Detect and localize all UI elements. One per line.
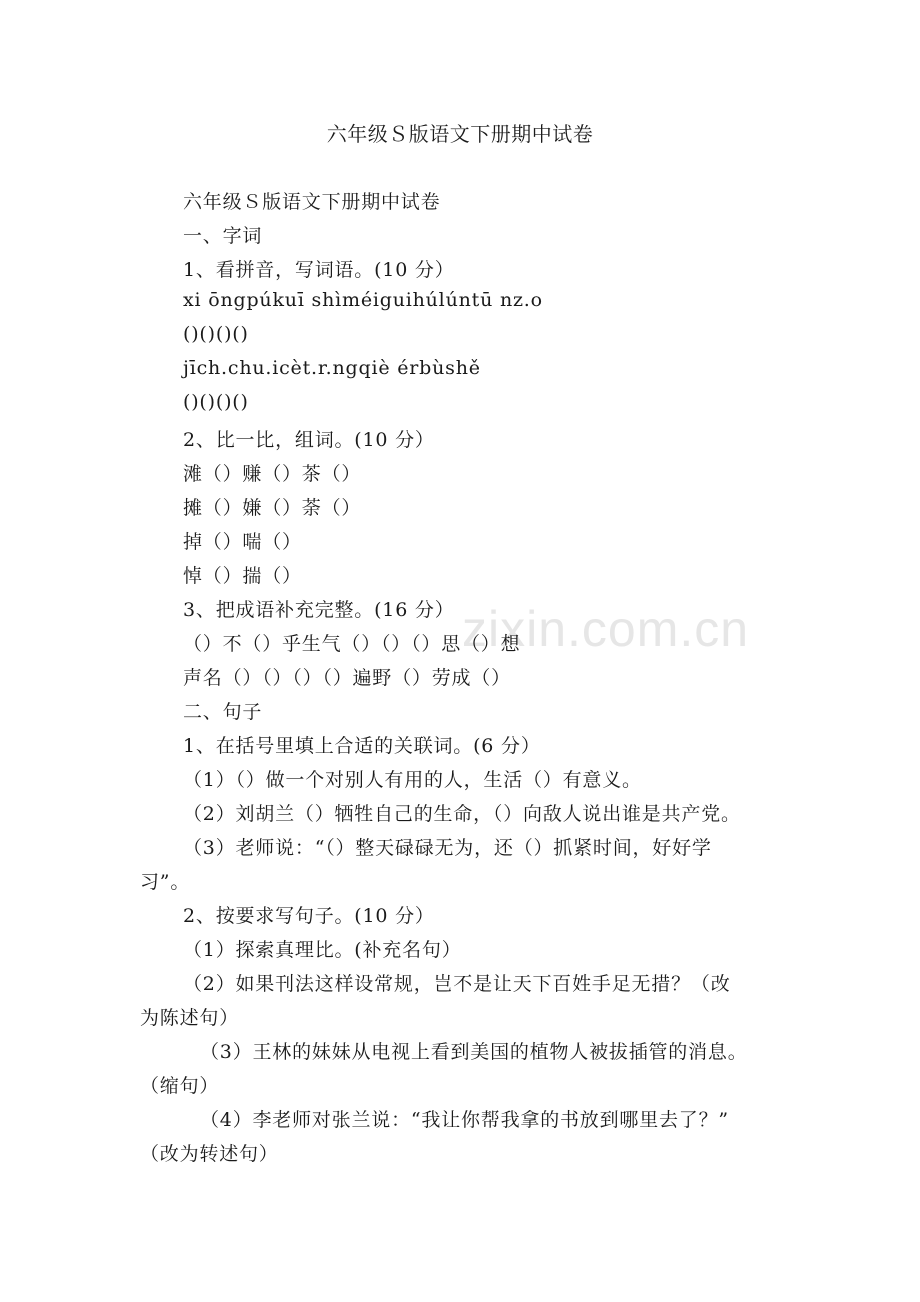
subtitle: 六年级Ｓ版语文下册期中试卷 <box>183 191 441 213</box>
exercise-line: 掉（）喘（） <box>183 531 302 553</box>
exercise-line: （缩句） <box>140 1075 220 1097</box>
question: 3、把成语补充完整。(16 分） <box>183 599 455 621</box>
answer-blanks: ()()()() <box>183 391 249 413</box>
exercise-line: （1）探索真理比。(补充名句） <box>183 939 462 961</box>
pinyin-line: xi ōngpúkuī shìméiguihúlúntū nz.o <box>183 289 543 311</box>
watermark: zixin.com.cn <box>462 601 750 657</box>
exercise-line: 习”。 <box>140 871 191 893</box>
exercise-line: （3）王林的妹妹从电视上看到美国的植物人被拔插管的消息。 <box>200 1041 748 1063</box>
exercise-line: （4）李老师对张兰说：“我让你帮我拿的书放到哪里去了？” <box>200 1109 729 1131</box>
exercise-line: （3）老师说：“（）整天碌碌无为，还（）抓紧时间，好好学 <box>183 837 712 859</box>
exercise-line: （）不（）乎生气（）（）（）思（）想 <box>183 633 521 655</box>
question: 2、比一比，组词。(10 分） <box>183 429 435 451</box>
exercise-line: （2）刘胡兰（）牺牲自己的生命，（）向敌人说出谁是共产党。 <box>183 803 741 825</box>
exercise-line: 声名（）（）（）（）遍野（）劳成（） <box>183 667 511 689</box>
exercise-line: 滩（）赚（）茶（） <box>183 463 362 485</box>
exercise-line: 悼（）揣（） <box>183 565 302 587</box>
question: 2、按要求写句子。(10 分） <box>183 905 435 927</box>
exercise-line: （1）（）做一个对别人有用的人，生活（）有意义。 <box>183 769 642 791</box>
answer-blanks: ()()()() <box>183 323 249 345</box>
exercise-line: （2）如果刊法这样设常规，岂不是让天下百姓手足无措？（改 <box>183 973 731 995</box>
section-heading: 一、字词 <box>183 225 263 247</box>
section-heading: 二、句子 <box>183 701 263 723</box>
question: 1、在括号里填上合适的关联词。(6 分） <box>183 735 541 757</box>
exercise-line: 为陈述句） <box>140 1007 240 1029</box>
exercise-line: 摊（）嫌（）荼（） <box>183 497 362 519</box>
question: 1、看拼音，写词语。(10 分） <box>183 259 455 281</box>
page-title: 六年级Ｓ版语文下册期中试卷 <box>326 122 594 146</box>
pinyin-line: jīch.chu.icèt.r.ngqiè érbùshě <box>183 357 481 379</box>
exercise-line: （改为转述句） <box>140 1143 279 1165</box>
